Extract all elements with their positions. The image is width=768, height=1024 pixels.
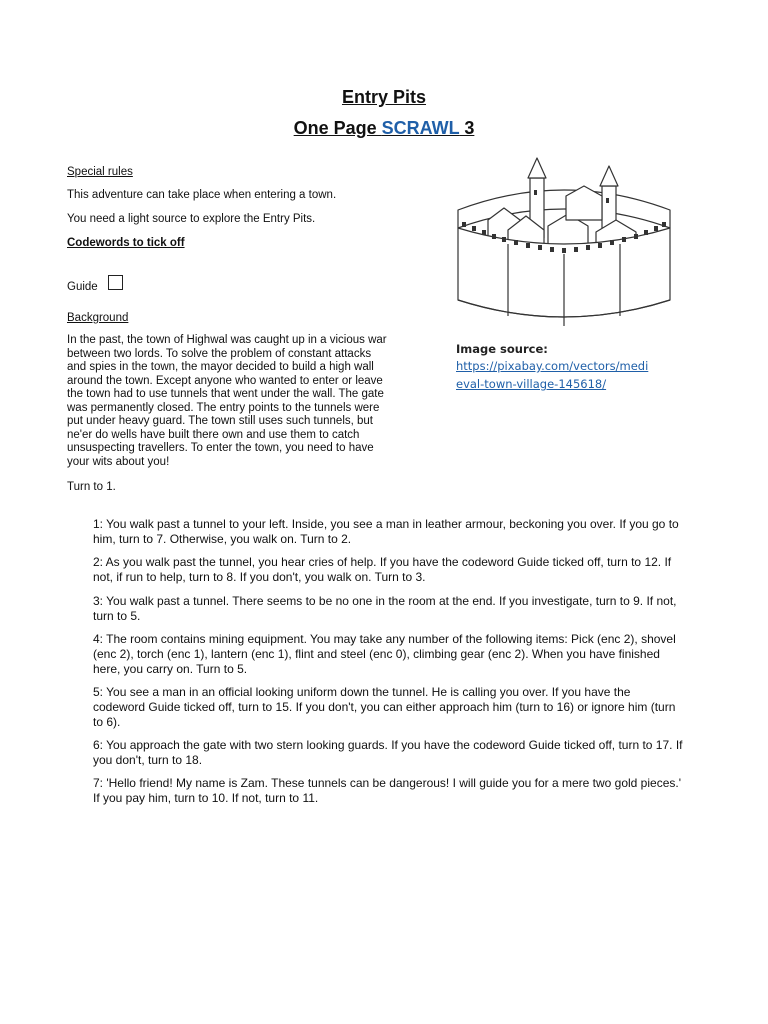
special-rules-line-2: You need a light source to explore the Entry Pits. bbox=[67, 213, 316, 225]
image-source-link-line-2[interactable]: eval-town-village-145618/ bbox=[456, 377, 607, 391]
background-heading: Background bbox=[67, 312, 129, 324]
guide-label: Guide bbox=[67, 281, 98, 293]
image-source-label: Image source: bbox=[456, 342, 548, 356]
entry-4: 4: The room contains mining equipment. You may take any number of the following items: Pick (enc 2), shovel (enc 2), torch (enc 1), lantern (enc 1), flint and steel (enc 0), climbing gear (enc 2). When you have finished here, you carry on. Turn to 5. bbox=[93, 632, 676, 676]
scrawl-link[interactable]: SCRAWL bbox=[381, 118, 460, 138]
image-source-link-line-1[interactable]: https://pixabay.com/vectors/medi bbox=[456, 359, 649, 373]
page-subtitle bbox=[0, 118, 768, 139]
entry-3: 3: You walk past a tunnel. There seems to be no one in the room at the end. If you investigate, turn to 9. If not, turn to 5. bbox=[93, 594, 677, 623]
subtitle-prefix: One Page bbox=[293, 118, 382, 138]
entry-7: 7: 'Hello friend! My name is Zam. These tunnels can be dangerous! I will guide you for a mere two gold pieces.' If you pay him, turn to 10. If not, turn to 11. bbox=[93, 776, 681, 805]
medieval-town-illustration bbox=[448, 150, 680, 332]
entry-1: 1: You walk past a tunnel to your left. Inside, you see a man in leather armour, beckoning you over. If you go to him, turn to 7. Otherwise, you walk on. Turn to 2. bbox=[93, 517, 679, 546]
entry-6: 6: You approach the gate with two stern looking guards. If you have the codeword Guide ticked off, turn to 17. If you don't, turn to 18. bbox=[93, 738, 683, 767]
turn-to-start: Turn to 1. bbox=[67, 481, 116, 493]
background-text: In the past, the town of Highwal was caught up in a vicious war between two lords. To solve the problem of constant attacks and spies in the town, the mayor decided to build a high wall around the town. Except anyone who wanted to enter or leave the town had to use tunnels that went under the wall. The gate was permanently closed. The entry points to the tunnels were put under heavy guard. The town still uses such tunnels, but ne'er do wells have built there own and use them to catch unsuspecting travellers. To enter the town, you need to have your wits about you! bbox=[67, 334, 387, 468]
codewords-heading: Codewords to tick off bbox=[67, 237, 185, 249]
guide-checkbox[interactable] bbox=[108, 275, 123, 290]
special-rules-line-1: This adventure can take place when entering a town. bbox=[67, 189, 337, 201]
page-title: Entry Pits bbox=[341, 87, 427, 107]
special-rules-heading: Special rules bbox=[67, 166, 133, 178]
subtitle-suffix: 3 bbox=[459, 118, 475, 138]
entry-2: 2: As you walk past the tunnel, you hear cries of help. If you have the codeword Guide ticked off, turn to 12. If not, if run to help, turn to 8. If you don't, you walk on. Turn to 3. bbox=[93, 555, 672, 584]
entry-5: 5: You see a man in an official looking uniform down the tunnel. He is calling you over. If you have the codeword Guide ticked off, turn to 15. If you don't, you can either approach him (turn to 16) or ignore him (turn to 6). bbox=[93, 685, 676, 729]
